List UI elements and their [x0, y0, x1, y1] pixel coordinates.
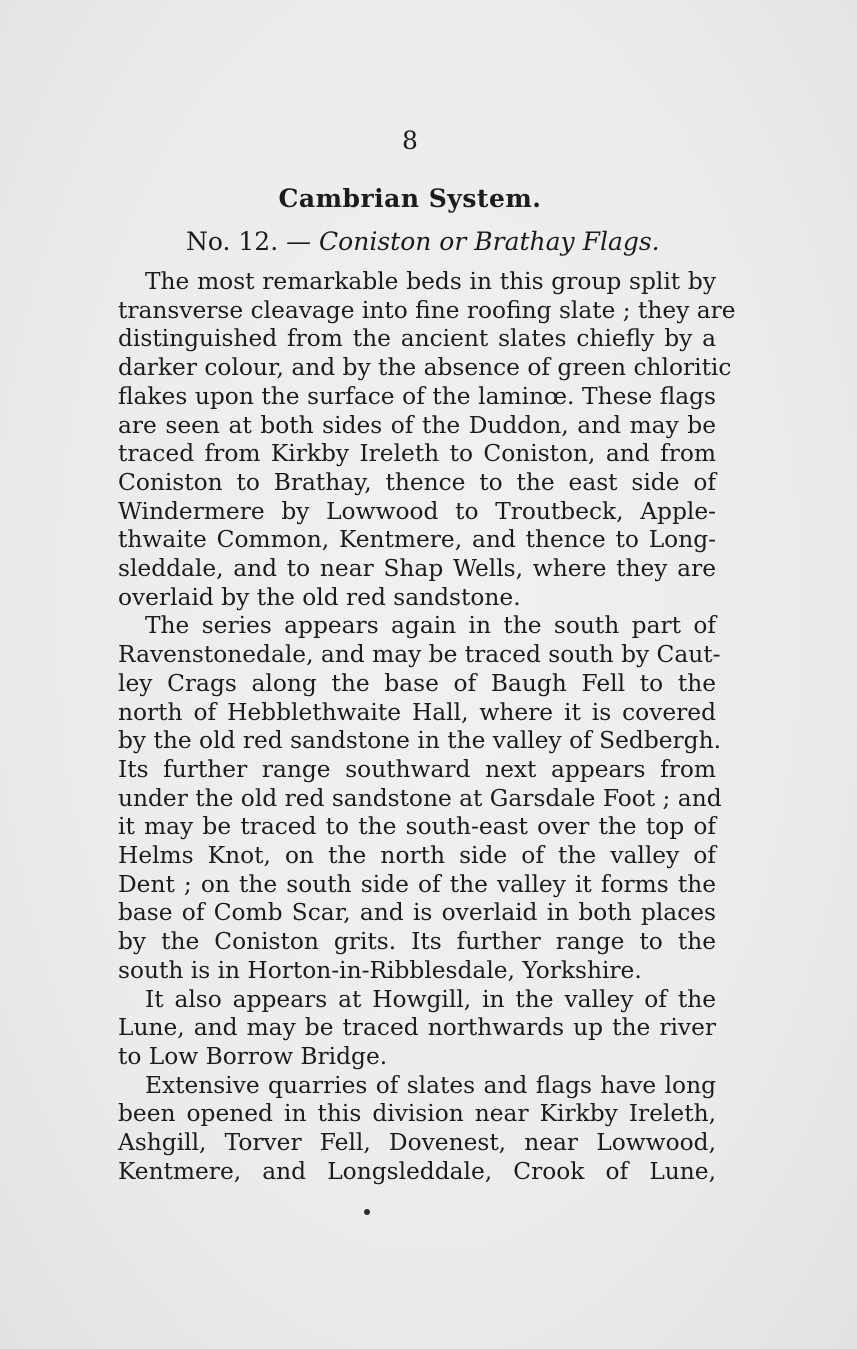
system-heading: Cambrian System. [278, 184, 542, 213]
text-line: traced from Kirkby Ireleth to Coniston, and from [118, 440, 716, 468]
text-line: Its further range southward next appears from [118, 755, 716, 783]
text-line: Windermere by Lowwood to Troutbeck, Apple- [118, 497, 716, 525]
text-line: under the old red sandstone at Garsdale Foot ; and [118, 784, 722, 812]
text-line: overlaid by the old red sandstone. [118, 583, 521, 611]
text-line: by the old red sandstone in the valley of Sedbergh. [118, 727, 721, 755]
text-line: Helms Knot, on the north side of the valley of [118, 842, 716, 870]
text-line: it may be traced to the south-east over the top of [118, 813, 716, 841]
ink-speck [364, 1209, 370, 1215]
text-line: flakes upon the surface of the laminœ. These flags [118, 382, 716, 410]
section-heading [186, 227, 660, 256]
text-line: It also appears at Howgill, in the valley of the [145, 985, 716, 1013]
text-line: sleddale, and to near Shap Wells, where they are [118, 555, 716, 583]
text-line: Extensive quarries of slates and flags have long [145, 1071, 716, 1099]
text-line: Ashgill, Torver Fell, Dovenest, near Lowwood, [118, 1129, 716, 1157]
text-line: darker colour, and by the absence of green chloritic [118, 354, 732, 382]
section-number: No. 12. [186, 227, 279, 256]
page-number: 8 [402, 126, 418, 155]
text-line: Ravenstonedale, and may be traced south by Caut- [118, 641, 721, 669]
text-line: The most remarkable beds in this group split by [145, 268, 716, 295]
text-line: are seen at both sides of the Duddon, and may be [118, 411, 716, 439]
section-dash: — [278, 227, 320, 256]
text-line: Dent ; on the south side of the valley it forms the [118, 870, 716, 898]
text-line: distinguished from the ancient slates chiefly by a [118, 325, 716, 353]
text-line: ley Crags along the base of Baugh Fell to the [118, 669, 716, 697]
text-line: Coniston to Brathay, thence to the east side of [118, 468, 716, 496]
text-line: by the Coniston grits. Its further range to the [118, 928, 716, 956]
text-line: been opened in this division near Kirkby Ireleth, [118, 1100, 716, 1128]
text-line: thwaite Common, Kentmere, and thence to Long- [118, 526, 716, 554]
text-line: south is in Horton-in-Ribblesdale, Yorkshire. [118, 956, 642, 984]
text-line: transverse cleavage into fine roofing slate ; they are [118, 296, 736, 324]
text-line: north of Hebblethwaite Hall, where it is covered [118, 698, 716, 726]
text-line: base of Comb Scar, and is overlaid in both places [118, 899, 716, 927]
text-line: Kentmere, and Longsleddale, Crook of Lune, [118, 1157, 716, 1185]
text-line: to Low Borrow Bridge. [118, 1042, 388, 1070]
body-text [118, 268, 736, 1187]
text-line: The series appears again in the south part of [145, 612, 716, 640]
section-title: Coniston or Brathay Flags. [319, 227, 660, 256]
text-line: Lune, and may be traced northwards up the river [118, 1014, 716, 1042]
